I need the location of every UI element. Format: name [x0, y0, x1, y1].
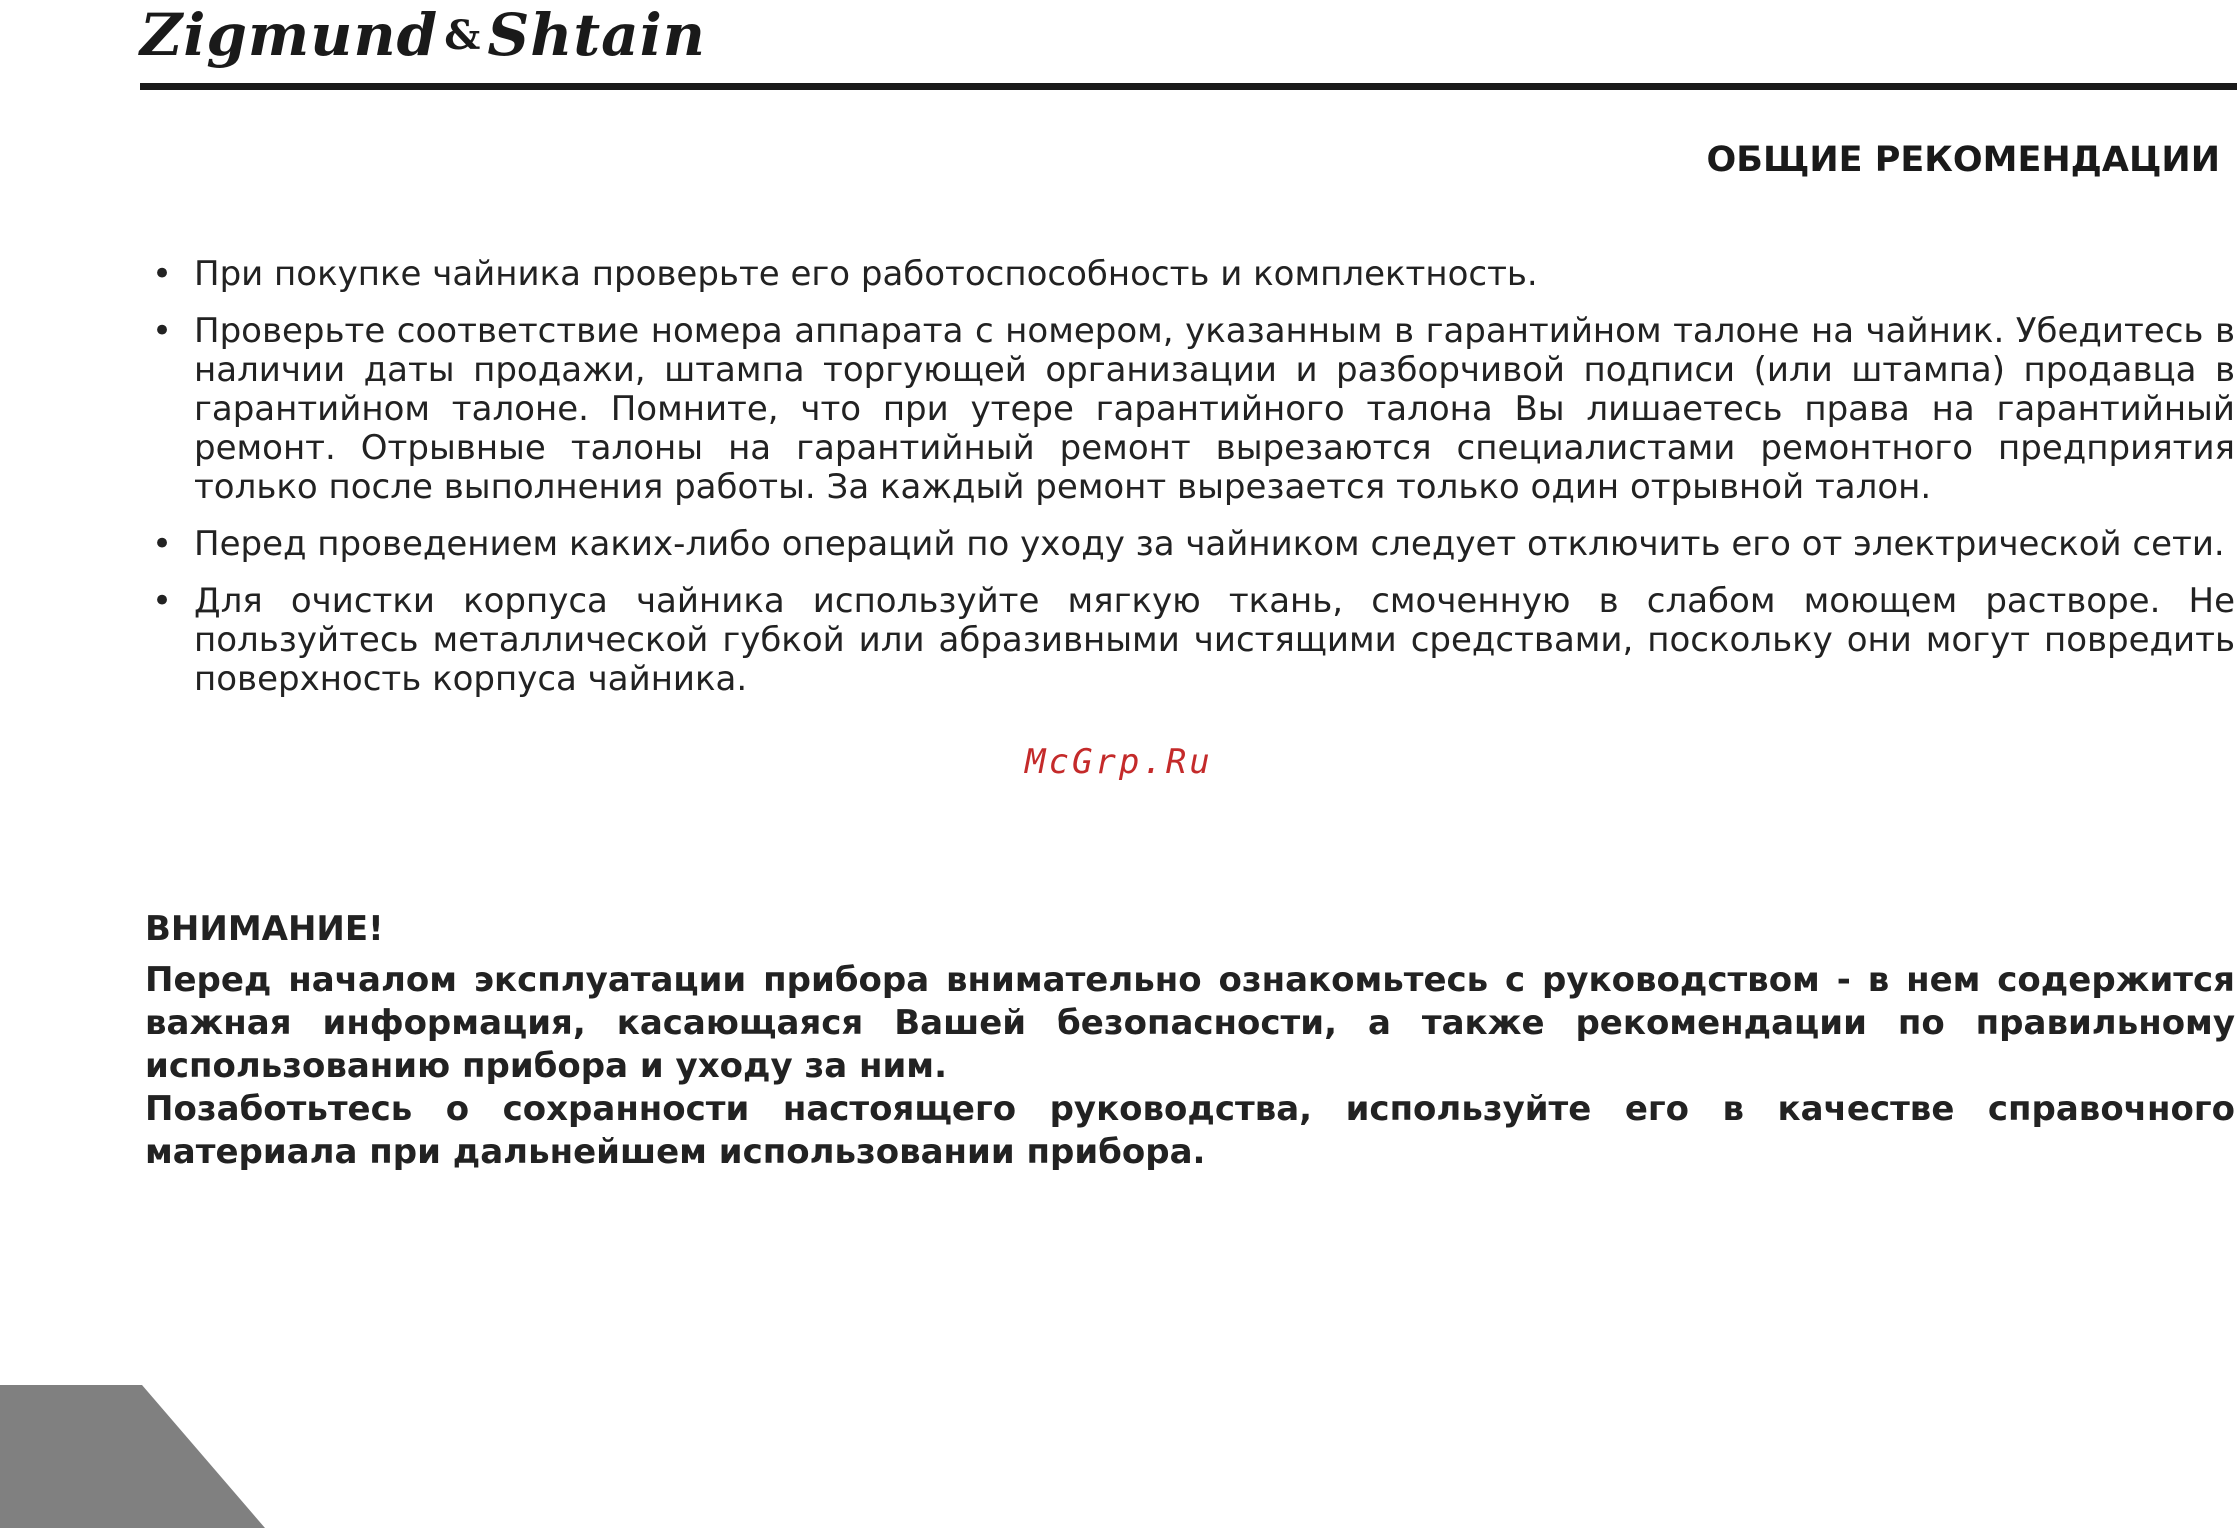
- list-item: [150, 525, 2235, 564]
- attention-block: [145, 908, 2235, 1174]
- section-title: ОБЩИЕ РЕКОМЕНДАЦИИ: [1706, 140, 2220, 180]
- list-item-text: Перед проведением каких-либо операций по уходу за чайником следует отключить его от электрической сети.: [194, 524, 2225, 564]
- header-divider: [140, 83, 2237, 90]
- list-item: [150, 312, 2235, 507]
- attention-paragraph-1: Перед началом эксплуатации прибора внимательно ознакомьтесь с руководством - в нем содержится важная информация, касающаяся Вашей безопасности, а также рекомендации по правильному использованию прибора и уходу за ним.: [145, 960, 2235, 1086]
- list-item: [150, 255, 2235, 294]
- page-corner-tab: [0, 1385, 265, 1528]
- bullet-icon: •: [152, 524, 173, 564]
- list-item-text: При покупке чайника проверьте его работоспособность и комплектность.: [194, 254, 1538, 294]
- attention-heading: ВНИМАНИЕ!: [145, 909, 384, 949]
- list-item-text: Проверьте соответствие номера аппарата с номером, указанным в гарантийном талоне на чайник. Убедитесь в наличии даты продажи, штампа торгующей организации и разборчивой подписи (или штампа) продавца в гарантийном талоне. Помните, что при утере гарантийного талона Вы лишаетесь права на гарантийный ремонт. Отрывные талоны на гарантийный ремонт вырезаются специалистами ремонтного предприятия только после выполнения работы. За каждый ремонт вырезается только один отрывной талон.: [194, 311, 2235, 507]
- recommendations-list: [150, 255, 2235, 717]
- brand-ampersand: &: [444, 11, 482, 59]
- bullet-icon: •: [152, 254, 173, 294]
- brand-name-2: Shtain: [487, 1, 706, 69]
- watermark: McGrp.Ru: [1025, 742, 1213, 782]
- list-item: [150, 582, 2235, 699]
- brand-name: Zigmund: [140, 1, 439, 69]
- bullet-icon: •: [152, 581, 173, 621]
- brand-logo: [140, 0, 706, 70]
- bullet-icon: •: [152, 311, 173, 351]
- list-item-text: Для очистки корпуса чайника используйте мягкую ткань, смоченную в слабом моющем растворе. Не пользуйтесь металлической губкой или абразивными чистящими средствами, поскольку они могут повредить поверхность корпуса чайника.: [194, 581, 2235, 699]
- corner-tab-shape: [0, 1385, 265, 1528]
- attention-paragraph-2: Позаботьтесь о сохранности настоящего руководства, используйте его в качестве справочного материала при дальнейшем использовании прибора.: [145, 1089, 2235, 1172]
